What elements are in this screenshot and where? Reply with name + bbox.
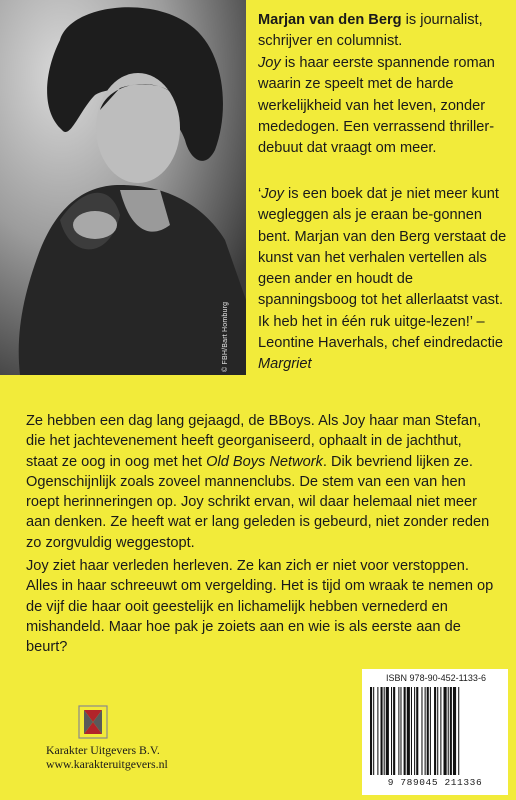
review-quote [258,184,508,376]
publisher-logo-icon [78,705,108,744]
publisher-name: Karakter Uitgevers B.V. [46,743,160,757]
blurb-paragraph-1 [26,411,496,553]
quote-open: ‘ [258,186,262,202]
blurb-paragraph-2: Joy ziet haar verleden herleven. Ze kan zich er niet voor verstoppen. Alles in haar schreeuwt om vergelding. Het is tijd om wraak te nemen op de vijf die haar ooit geestelijk en lichamelijk hebben vernederd en mishandeld. Maar hoe pak je zoiets aan en wie is als eerste aan de beurt? [26,558,494,656]
quote-book-title: Joy [261,186,284,202]
barcode-number: 9 789045 211336 [387,777,483,788]
publisher-website: www.karakteruitgevers.nl [46,757,168,771]
quote-text: is een boek dat je niet meer kunt wegleggen als je eraan be-gonnen bent. Marjan van den Berg verstaat de kunst van het verhalen vertellen als geen ander en houdt de spanningsboog tot het allerlaatst vast. Ik heb het in één ruk uitge-lezen!’ – Leontine Haverhals, chef eindredactie [258,186,507,352]
bio-line2: schrijver en columnist. [258,33,403,50]
bio-line1-rest: is journalist, [401,12,483,28]
publisher-info [46,743,206,771]
blurb-p1-italic: Old Boys Network [206,453,323,470]
isbn-label: ISBN 978-90-452-1133-6 [386,673,486,683]
photo-credit: © FBH/Bart Homburg [222,301,229,372]
author-name: Marjan van den Berg [258,12,402,28]
barcode-box [362,669,508,795]
quote-magazine: Margriet [258,356,312,373]
author-bio [258,10,508,160]
barcode-bars [368,687,502,775]
author-photo-image [0,0,246,375]
blurb-p1-before: Ze hebben een dag lang gejaagd, de BBoys. Als Joy haar man Stefan, die het jachtevenement heeft georganiseerd, ophaalt in de jachthut, staat ze oog in oog met het [26,413,482,470]
author-photo [0,0,246,375]
bio-text: is haar eerste spannende roman waarin ze speelt met de harde werkelijkheid van het leven, zonder mededogen. Een verrassend thriller-debuut dat vraagt om meer. [258,54,495,157]
blurb-p1-after: . Dik bevriend lijken ze. Ogenschijnlijk zoals zoveel mannenclubs. De stem van een van hen roept herinneringen op. Joy schrikt ervan, wil daar helemaal niet meer aan denken. Ze heeft wat er lang geleden is gebeurd, niet zonder reden zo zorgvuldig weggestopt. [26,453,490,551]
bio-book-title: Joy [258,54,281,71]
